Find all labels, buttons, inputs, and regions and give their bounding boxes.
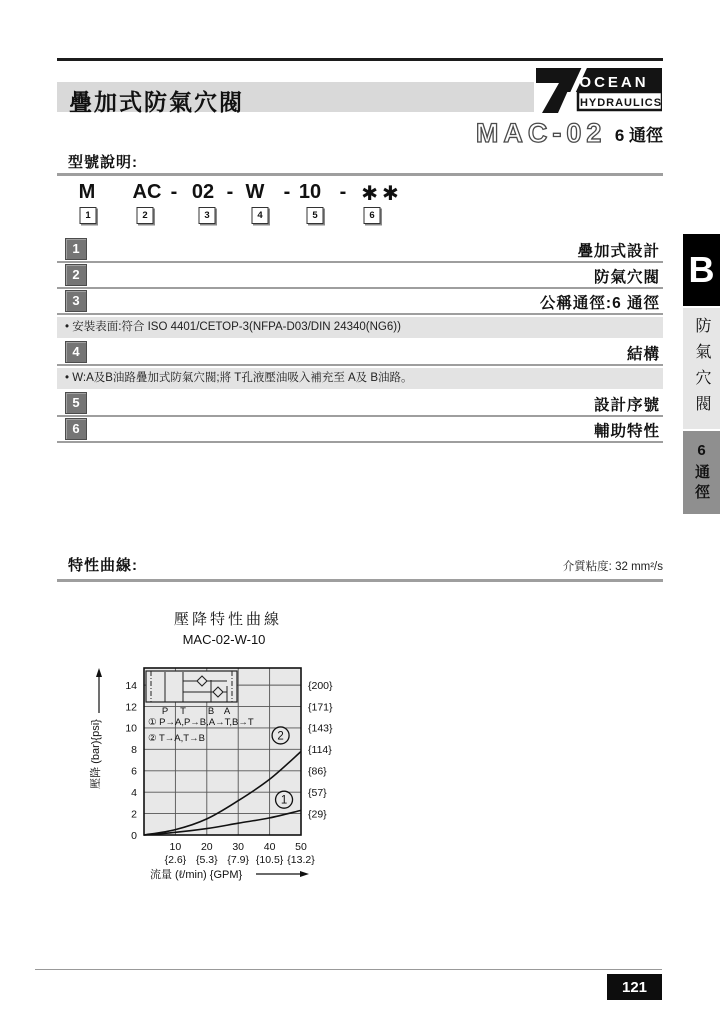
model-digit-chips: [0, 207, 720, 225]
svg-text:流量 (ℓ/min) {GPM}: 流量 (ℓ/min) {GPM}: [150, 869, 243, 881]
logo-hydraulics-text: HYDRAULICS: [579, 97, 662, 109]
sidebar-tab-section-b: B: [683, 234, 720, 306]
svg-text:{143}: {143}: [308, 722, 333, 735]
svg-text:{13.2}: {13.2}: [287, 854, 315, 866]
spec-row: [57, 340, 663, 366]
spec-row-label: 輔助特性: [593, 423, 660, 440]
svg-text:40: 40: [263, 841, 276, 853]
spec-row-label: 公稱通徑:6 通徑: [539, 295, 660, 312]
model-code-segment: -: [170, 181, 178, 203]
svg-text:{171}: {171}: [308, 701, 333, 714]
model-series-heading: [476, 118, 663, 149]
spec-row-number: 4: [65, 341, 87, 363]
valve-schematic-icon: [145, 670, 239, 716]
model-code-segment: ✱✱: [361, 183, 403, 205]
spec-row-label: 設計序號: [593, 397, 660, 414]
model-code-segment: -: [226, 181, 234, 203]
svg-text:{57}: {57}: [308, 786, 327, 799]
legend-entry: ① P→A,P→B,A→T,B→T: [148, 717, 254, 728]
spec-row-number: 5: [65, 392, 87, 414]
model-code-segment: M: [78, 181, 96, 203]
w-option-note: • W:A及B油路疊加式防氣穴閥;將 T孔液壓油吸入補充至 A及 B油路。: [57, 368, 663, 389]
model-code-segment: 10: [298, 181, 322, 203]
spec-row-label: 防氣穴閥: [593, 269, 660, 286]
heading-rule: [57, 173, 663, 176]
svg-text:0: 0: [131, 829, 137, 842]
chart-subtitle: MAC-02-W-10: [182, 632, 266, 647]
brand-logo-graphic: [532, 66, 662, 114]
spec-row-label: 結構: [626, 346, 660, 363]
digit-chip: 6: [364, 207, 381, 224]
port-label: B: [207, 706, 215, 716]
svg-text:{5.3}: {5.3}: [195, 854, 218, 866]
svg-text:30: 30: [232, 841, 245, 853]
model-code-row: [0, 181, 720, 207]
svg-text:1: 1: [280, 794, 288, 807]
svg-text:50: 50: [295, 841, 307, 853]
svg-text:{10.5}: {10.5}: [255, 854, 284, 866]
port-label: A: [223, 706, 231, 716]
spec-row: [57, 237, 663, 263]
svg-text:2: 2: [131, 808, 137, 821]
svg-text:10: 10: [125, 722, 137, 735]
spec-row: [57, 417, 663, 443]
port-label: P: [161, 706, 169, 716]
chart-canvas: [85, 655, 355, 908]
spec-row: [57, 263, 663, 289]
spec-row-number: 2: [65, 264, 87, 286]
digit-chip: 3: [199, 207, 216, 224]
page-title-bar: [57, 82, 534, 115]
svg-text:2: 2: [277, 730, 284, 743]
svg-text:{86}: {86}: [308, 765, 327, 778]
model-code-segment: -: [339, 181, 347, 203]
model-series-code: MAC-02: [475, 118, 607, 148]
model-explanation-heading: 型號說明:: [68, 154, 138, 171]
footer-rule: [35, 969, 662, 970]
svg-text:8: 8: [131, 744, 137, 757]
model-code-segment: 02: [191, 181, 215, 203]
svg-text:10: 10: [169, 841, 182, 853]
logo-ocean-text: OCEAN: [579, 74, 649, 91]
svg-text:12: 12: [125, 701, 137, 714]
svg-text:{29}: {29}: [308, 808, 327, 821]
legend-entry: ② T→A,T→B: [148, 733, 205, 744]
sidebar-tab-anti-cavitation: 防氣穴閥: [683, 308, 720, 429]
digit-chip: 4: [252, 207, 269, 224]
spec-row-number: 1: [65, 238, 87, 260]
spec-row-label: 疊加式設計: [577, 243, 660, 260]
pressure-drop-chart: [85, 608, 355, 918]
digit-chip: 2: [137, 207, 154, 224]
top-border-rule: [57, 58, 663, 61]
spec-table: [57, 237, 663, 443]
heading-rule: [57, 579, 663, 582]
svg-text:{114}: {114}: [308, 744, 332, 757]
viscosity-note: 介質粘度: 32 mm²/s: [562, 561, 663, 573]
brand-logo: [532, 66, 662, 114]
sidebar-tab-size-6: 6通徑: [683, 431, 720, 514]
svg-text:{2.6}: {2.6}: [164, 854, 187, 866]
svg-text:6: 6: [131, 765, 137, 778]
spec-row-number: 3: [65, 290, 87, 312]
characteristic-curves-heading: 特性曲線:: [68, 557, 138, 574]
mounting-surface-note: • 安裝表面:符合 ISO 4401/CETOP-3(NFPA-D03/DIN 24340(NG6)): [57, 317, 663, 338]
model-series-size: 6 通徑: [614, 126, 663, 145]
svg-text:壓降 (bar){psi}: 壓降 (bar){psi}: [90, 719, 102, 789]
spec-row: [57, 289, 663, 315]
port-label: T: [180, 706, 186, 716]
spec-row-number: 6: [65, 418, 87, 440]
svg-text:{7.9}: {7.9}: [227, 854, 250, 866]
digit-chip: 1: [80, 207, 97, 224]
svg-text:14: 14: [125, 679, 137, 692]
digit-chip: 5: [307, 207, 324, 224]
spec-row: [57, 391, 663, 417]
svg-text:{200}: {200}: [308, 679, 333, 692]
model-code-segment: AC: [132, 181, 162, 203]
chart-title: 壓降特性曲線: [173, 611, 282, 628]
model-code-segment: -: [283, 181, 291, 203]
model-code-segment: W: [245, 181, 265, 203]
page-number: 121: [607, 974, 662, 1000]
svg-text:20: 20: [200, 841, 213, 853]
page-title: 疊加式防氣穴閥: [69, 89, 244, 115]
svg-text:4: 4: [131, 786, 137, 799]
